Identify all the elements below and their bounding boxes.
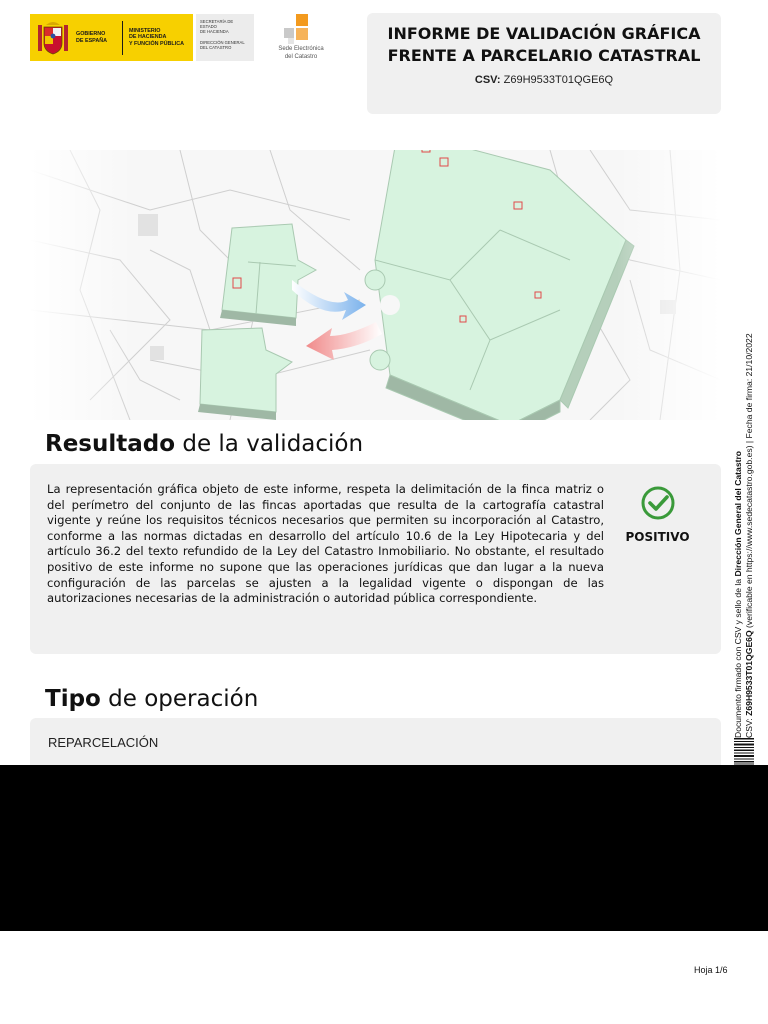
sede-electronica-logo <box>270 14 332 64</box>
sede-squares-icon <box>284 14 312 44</box>
sede-text: Sede Electrónica del Catastro <box>278 46 324 60</box>
result-box <box>30 464 721 654</box>
report-title-line-1: INFORME DE VALIDACIÓN GRÁFICA <box>387 24 701 43</box>
report-title-box <box>367 13 721 114</box>
result-section-title: Resultado de la validación <box>45 431 364 457</box>
cadastral-puzzle-illustration <box>30 150 721 420</box>
barcode-icon <box>734 738 754 765</box>
secretaria-block: SECRETARÍA DE ESTADO DE HACIENDA DIRECCIÓN GENERAL DEL CATASTRO <box>196 14 254 61</box>
logo-divider <box>122 21 123 55</box>
operation-type-value: REPARCELACIÓN <box>48 735 159 750</box>
redacted-area <box>0 765 768 931</box>
csv-code: CSV: Z69H9533T01QGE6Q <box>474 74 614 86</box>
result-description: La representación gráfica objeto de este informe, respeta la delimitación de la finca matriz o del perímetro del conjunto de las fincas aportadas que resulta de la cartografía catastral vigente y reúne los requisitos técnicos necesarios que permiten su incorporación al Catastro, conforme a las normas dictadas en desarrollo del artículo 10.6 de la Ley Hipotecaria y del artículo 36.2 del texto refundido de la Ley del Catastro Inmobiliario. No obstante, el resultado positivo de este informe no supone que las operaciones jurídicas que dan lugar a la nueva configuración de las parcelas se ajusten a la legalidad vigente o dispongan de las autorizaciones necesarias de la administración o autoridad pública correspondiente. <box>47 482 604 606</box>
operation-section-title: Tipo de operación <box>45 686 259 712</box>
gobierno-espana-logo <box>30 14 193 61</box>
check-circle-icon <box>641 486 675 520</box>
report-title-line-2: FRENTE A PARCELARIO CATASTRAL <box>387 46 701 65</box>
page-number: Hoja 1/6 <box>694 965 728 975</box>
result-status <box>620 486 695 544</box>
puzzle-map-graphic <box>30 150 721 420</box>
status-label: POSITIVO <box>625 530 690 544</box>
side-signature-text: Documento firmado con CSV y sello de la Dirección General del Catastro CSV: Z69H9533T01QGE6Q (verificable en https://www.sedecatastro.gob.es) | Fecha de firma: 21/10/2022 <box>733 333 754 738</box>
coat-of-arms-icon <box>36 19 70 57</box>
operation-box <box>30 718 721 765</box>
gobierno-text: GOBIERNO DE ESPAÑA <box>76 31 108 44</box>
ministry-text: MINISTERIO DE HACIENDA Y FUNCIÓN PÚBLICA <box>129 28 185 47</box>
